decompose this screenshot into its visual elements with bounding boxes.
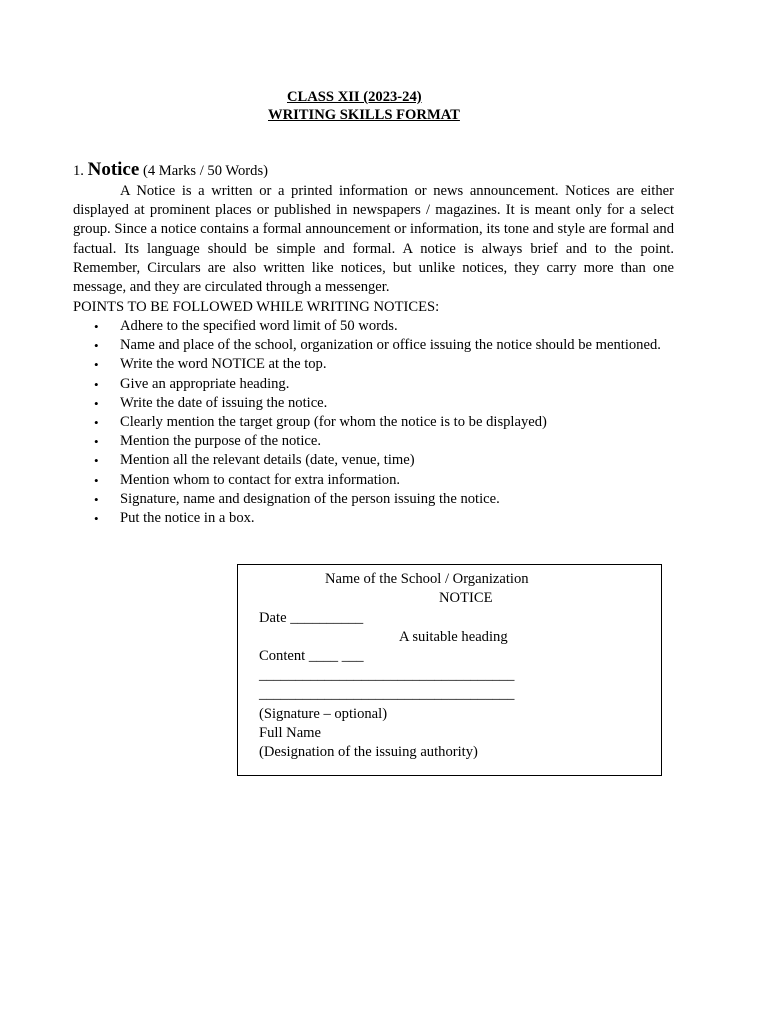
bullet-icon: • [94, 511, 99, 527]
list-item [73, 317, 674, 336]
notice-blank-line: ___________________________________ [259, 667, 515, 683]
notice-blank-line: ___________________________________ [259, 686, 515, 702]
bullet-icon: • [94, 491, 99, 507]
bullet-icon: • [94, 395, 99, 411]
list-item [73, 509, 674, 528]
bullet-icon: • [94, 472, 99, 488]
notice-content: Content ____ ___ [259, 648, 364, 664]
point-text: Signature, name and designation of the person issuing the notice. [120, 490, 500, 507]
notice-heading: A suitable heading [399, 629, 508, 645]
notice-word: NOTICE [439, 590, 493, 606]
bullet-icon: • [94, 415, 99, 431]
list-item [73, 375, 674, 394]
list-item [73, 451, 674, 470]
list-item [73, 490, 674, 509]
section-number: 1. [73, 163, 84, 179]
list-item [73, 471, 674, 490]
point-text: Adhere to the specified word limit of 50 words. [120, 318, 398, 334]
list-item [73, 336, 674, 355]
points-heading: POINTS TO BE FOLLOWED WHILE WRITING NOTICES: [73, 299, 440, 315]
point-text: Write the date of issuing the notice. [120, 394, 328, 411]
list-item [73, 355, 674, 374]
list-item [73, 432, 674, 451]
point-text: Write the word NOTICE at the top. [120, 356, 327, 373]
bullet-icon: • [94, 376, 99, 392]
point-text: Mention the purpose of the notice. [120, 433, 322, 450]
format-title: WRITING SKILLS FORMAT [268, 107, 460, 123]
point-text: Give an appropriate heading. [120, 375, 290, 392]
bullet-icon: • [94, 319, 99, 334]
bullet-icon: • [94, 357, 99, 373]
bullet-icon: • [94, 338, 99, 354]
list-item [73, 394, 674, 413]
notice-full-name: Full Name [259, 725, 322, 741]
list-item [73, 413, 674, 432]
notice-section-title [73, 158, 268, 183]
notice-signature: (Signature – optional) [259, 706, 388, 722]
notice-date: Date __________ [259, 610, 364, 626]
section-heading: Notice [87, 159, 140, 180]
points-list [73, 317, 674, 528]
notice-designation: (Designation of the issuing authority) [259, 744, 478, 760]
notice-definition-paragraph: A Notice is a written or a printed information or news announcement. Notices are either displayed at prominent places or published in newspapers / magazines. It is meant only for a select group. Since a notice contains a formal announcement or information, its tone and style are formal and factual. Its language should be simple and formal. A notice is always brief and to the point. Remember, Circulars are also written like notices, but unlike notices, they carry more than one message, and they are circulated through a messenger. [73, 183, 674, 296]
bullet-icon: • [94, 453, 99, 469]
point-text: Put the notice in a box. [120, 510, 255, 527]
section-marks: (4 Marks / 50 Words) [142, 163, 268, 179]
class-title: CLASS XII (2023-24) [287, 89, 422, 105]
point-text: Clearly mention the target group (for whom the notice is to be displayed) [120, 414, 547, 431]
point-text: Name and place of the school, organization or office issuing the notice should be mentioned. [120, 337, 661, 354]
bullet-icon: • [94, 434, 99, 450]
point-text: Mention whom to contact for extra information. [120, 471, 401, 488]
notice-format-box [237, 564, 662, 776]
point-text: Mention all the relevant details (date, venue, time) [120, 452, 415, 469]
notice-org-name: Name of the School / Organization [325, 571, 529, 587]
